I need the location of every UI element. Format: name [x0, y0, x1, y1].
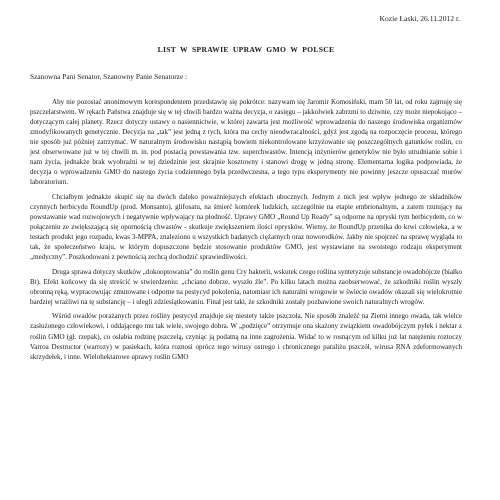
- paragraph-introduction: Aby nie pozostać anonimowym korespondentem przedstawię się pokrótce: nazywam się Jaromir Komosiński, mam 50 lat, od roku zajmuję się pszczelarstwem. W rękach Państwa znajduje się w tej chwili bardzo ważna decyzja, o zasięgu – jakkolwiek zabrzmi to dziwnie, czy może niepokojąco – dotyczącym całej planety. Rzecz dotyczy ustawy o nasiennictwie, w której zawarta jest możliwość wprowadzenia do naszego środowiska organizmów zmodyfikowanych genetycznie. Decyzja na „tak” jest jedną z tych, która ma cechy nieodwracalności, gdyż jest zgodą na rozpoczęcie procesu, którego nie sposób już później zatrzymać. W naturalnym środowisku nastąpią bowiem niekontrolowane krzyżowanie się poszczególnych gatunków roślin, co jest obserwowane już w tej chwili m. in. pod postacią powstawania tzw. superchwastów. Intencją inżynierów genetyków nie było utrudnianie sobie i nam życia, jednakże brak wyobraźni w tej dziedzinie jest skrajnie kosztowny i stanowi drogę w jedną stronę. Elementarna logika podpowiada, że decyzja o wprowadzeniu GMO do naszego życia codziennego była przedwczesna, a tego typu eksperymenty nie powinny jeszcze opuszczać murów laboratorium.: [30, 98, 462, 187]
- letter-body: [30, 97, 462, 362]
- paragraph-bt-protein: Druga sprawa dotyczy skutków „dokooptowania” do roślin genu Cry bakterii, wskutek czego roślina syntetyzuje substancje owadobójcze (białko Bt). Efekt końcowy da się streścić w stwierdzeniu: „chciano dobrze, wyszło źle”. Po kilku latach można zaobserwować, że szkodniki roślin wyszły obronną ręką, wypracowując zmutowane i odporne na pestycyd pokolenia, natomiast ich naturalni wrogowie w świecie owadów okazali się wielokrotnie bardziej wrażliwi na tę substancję – i ulegli zdziesiątkowaniu. Finał jest taki, że szkodniki zostały pozbawione swoich naturalnych wrogów.: [30, 267, 462, 306]
- date-line: Kozie Łaski, 26.11.2012 r.: [379, 14, 460, 23]
- paragraph-bees: Wśród owadów porażanych przez rośliny pestycyd znajduje się niestety także pszczoła. Nie sposób znaleźć na Ziemi innego owada, tak wielce zasłużonego człowiekowi, i oddającego mu tak wiele, swojego dobra. W „podzięce” otrzymuje ona skażony związkiem owadobójczym pyłek i nektar z roślin GMO (gł. rzepak), co osłabia rodzinę pszczelą, czyniąc ją podatną na inne zagrożenia. Widać to w rosnącym od kilku już lat natężeniu roztoczy Varroa Destructor (warrozy) w pasiekach, która roznosi oprócz tego wirusy ostrego i chronicznego paraliżu pszczół, wirusa RNA zdeformowanych skrzydełek, i inne. Wielohektarowe uprawy roślin GMO: [30, 312, 462, 361]
- greeting: Szanowna Pani Senator, Szanowny Panie Senatorze :: [30, 72, 188, 81]
- letter-title: LIST W SPRAWIE UPRAW GMO W POLSCE: [157, 45, 335, 54]
- paragraph-roundup: Chciałbym jednakże skupić się na dwóch daleko poważniejszych efektach ubocznych. Jednym z nich jest wpływ jednego ze składników czynnych herbicydu RoundUp (prod. Monsanto), glifosatu, na śmierć komórek ludzkich, szczególnie na etapie embrionalnym, a zatem rzutujący na powstawanie wad rozwojowych i negatywnie wpływający na płodność. Uprawy GMO „Round Up Ready” są odporne na opryski tym herbicydem, co w połączeniu ze zwiększającą się opornością chwastów - skutkuje zwiększeniem ilości oprysków. Wiemy, że RoundUp przenika do krwi człowieka, a w testach produkt jego rozpadu, kwas 3-MPPA, znaleziono u wszystkich badanych ciężarnych oraz noworodków. Jakby nie spojrzeć na sprawę wygląda to tak, że społeczeństwo kraju, w którym dopuszczone będzie stosowanie produktów GMO, jest wystawiane na swoistego rodzaju eksperyment „medyczny”. Poszkodowani z pewnością zechcą dochodzić sprawiedliwości.: [30, 192, 462, 262]
